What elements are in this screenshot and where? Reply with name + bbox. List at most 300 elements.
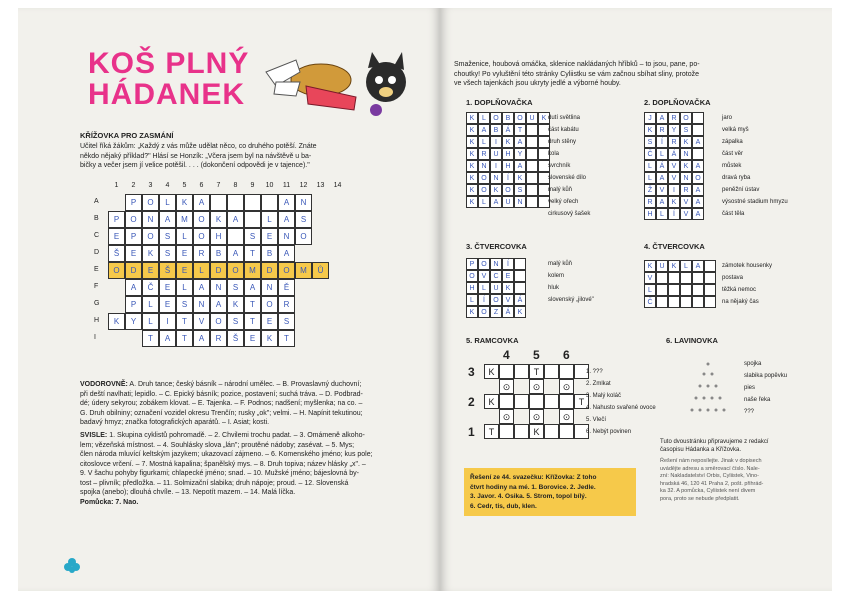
puzzle-cell <box>656 284 668 296</box>
puzzle-cell: A <box>692 196 704 208</box>
crossword-cell: N <box>295 194 312 211</box>
ramcovka-cell: ⊙ <box>559 409 574 424</box>
puzzle-cell: L <box>644 160 656 172</box>
crossword-cell: O <box>193 228 210 245</box>
crossword-cell: A <box>278 194 295 211</box>
crossword-cell: A <box>227 245 244 262</box>
crossword-cell: E <box>108 228 125 245</box>
puzzle-cell: Č <box>644 296 656 308</box>
puzzle-cell: K <box>644 260 656 272</box>
answer-text: Řešení ze 44. svazečku: Křížovka: Z toho čtvrt hodiny na mé. 1. Borovice. 2. Jedle. 3. Javor. 4. Osika. 5. Strom, topol bílý. 6. Cedr, tis, dub, klen. <box>470 474 597 510</box>
clue: zápalka <box>722 139 743 145</box>
ramcovka-cell: ⊙ <box>499 379 514 394</box>
clue: těžká nemoc <box>722 287 757 293</box>
puzzle-4-clues <box>722 260 772 308</box>
crossword-cell: S <box>227 279 244 296</box>
puzzle-cell: V <box>668 160 680 172</box>
crossword-cell: T <box>244 313 261 330</box>
crossword-cell: A <box>278 211 295 228</box>
crossword-cell: O <box>108 262 125 279</box>
puzzle-cell: K <box>466 196 478 208</box>
puzzle-cell: Á <box>668 148 680 160</box>
crossword-cell: E <box>142 262 159 279</box>
ramcovka-cell <box>514 364 529 379</box>
column-number: 2 <box>131 182 136 189</box>
ramcovka-cell <box>529 394 544 409</box>
puzzle-cell: K <box>466 160 478 172</box>
puzzle-cell: L <box>680 260 692 272</box>
puzzle-cell: N <box>490 172 502 184</box>
column-number: 5 <box>182 182 187 189</box>
puzzle-cell: K <box>538 112 550 124</box>
puzzle-cell: R <box>680 184 692 196</box>
row-number: 1 <box>468 425 475 439</box>
right-page <box>440 8 832 591</box>
clue: kola <box>548 151 560 157</box>
crossword-cell: R <box>210 330 227 347</box>
puzzle-cell: L <box>644 284 656 296</box>
column-number: 14 <box>333 182 342 189</box>
crossword-cell <box>227 228 244 245</box>
puzzle-cell: A <box>692 208 704 220</box>
ramcovka-cell: T <box>574 394 589 409</box>
clue: hluk <box>548 285 560 291</box>
crossword-cell: E <box>176 245 193 262</box>
ramcovka-cell <box>559 364 574 379</box>
section-3-title: 3. ČTVERCOVKA <box>466 242 527 251</box>
clue: můstek <box>722 163 742 169</box>
ramcovka-cell: ⊙ <box>499 409 514 424</box>
puzzle-cell: Y <box>514 148 526 160</box>
crossword-cell: P <box>125 228 142 245</box>
ramcovka-cell <box>514 424 529 439</box>
puzzle-cell: S <box>514 184 526 196</box>
clue: dravá ryba <box>722 175 751 181</box>
row-letter: G <box>94 300 100 307</box>
section-heading: KŘÍŽOVKA PRO ZASMÁNÍ <box>80 131 174 140</box>
cat-illustration <box>236 42 421 122</box>
clue: 6. Nebýt povinen <box>586 429 632 435</box>
column-number: 11 <box>282 182 291 189</box>
clue: cirkusový šašek <box>548 211 591 217</box>
crossword-cell: E <box>244 330 261 347</box>
clue: část věr <box>722 151 744 157</box>
crossword-cell: O <box>210 313 227 330</box>
clover-icon <box>64 558 80 574</box>
crossword-cell: A <box>125 279 142 296</box>
row-letter: D <box>94 249 100 256</box>
puzzle-cell <box>692 112 704 124</box>
clue: pies <box>744 385 756 391</box>
puzzle-cell <box>668 296 680 308</box>
crossword-cell: T <box>278 330 295 347</box>
crossword-cell: Č <box>142 279 159 296</box>
column-number: 13 <box>316 182 325 189</box>
ramcovka-cell <box>499 394 514 409</box>
row-letter: F <box>94 283 99 290</box>
puzzle-cell: R <box>644 196 656 208</box>
puzzle-cell: H <box>502 160 514 172</box>
column-number: 1 <box>114 182 119 189</box>
crossword-cell: K <box>261 330 278 347</box>
puzzle-cell <box>704 272 716 284</box>
ramcovka-cell <box>499 364 514 379</box>
puzzle-cell <box>680 272 692 284</box>
row-letter: H <box>94 317 100 324</box>
crossword-cell: D <box>210 262 227 279</box>
crossword-cell: L <box>176 228 193 245</box>
crossword-cell: E <box>176 262 193 279</box>
crossword-cell: D <box>125 262 142 279</box>
clue: velký ořech <box>548 199 579 205</box>
crossword-cell: N <box>261 279 278 296</box>
crossword-cell: S <box>159 228 176 245</box>
crossword-cell: T <box>176 330 193 347</box>
row-letter: I <box>94 334 96 341</box>
row-letter: B <box>94 215 99 222</box>
clue: 3. Malý koláč <box>586 393 622 399</box>
clue: naše řeka <box>744 397 771 403</box>
puzzle-cell: Á <box>514 294 526 306</box>
crossword-cell: T <box>244 245 261 262</box>
column-number: 4 <box>165 182 170 189</box>
crossword-cell: O <box>142 194 159 211</box>
crossword-cell: O <box>278 262 295 279</box>
column-number: 12 <box>299 182 308 189</box>
vodorovne-clues: VODOROVNĚ: A. Druh tance; český básník – národní umělec. – B. Provaslavný duchovní; při deští navlhati; lepidlo. – C. Epický básník; pozice, postavení; suchá tráva. – D. Podbrad- dé; údery sekyrou; zobákem klovat. – E. Tajenka. – F. Podnos; nadšení; myšlenka; na co. – G. Druh obilniny; označení vozidel okresu Trenčín; rusky „ok"; velmi. – H. Napínit tekutinou; badavý hmyz; značka fotografických aparátů. – I. Asiat; kosti. <box>80 381 363 426</box>
right-intro: Smaženice, houbová omáčka, sklenice nakládaných hříbků – to jsou, pane, po- choutky! Po vyluštění této stránky Cyliistku se vám začnou sbíhat sliny, protože ve všech tajenkách jsou ukryty jedlé a výborné houby. <box>454 61 700 87</box>
puzzle-cell: L <box>478 196 490 208</box>
puzzle-cell: V <box>656 184 668 196</box>
crossword-cell: Š <box>108 245 125 262</box>
ramcovka-cell: ⊙ <box>529 409 544 424</box>
puzzle-cell <box>526 172 538 184</box>
puzzle-cell: A <box>478 124 490 136</box>
puzzle-cell <box>692 296 704 308</box>
puzzle-cell: K <box>680 160 692 172</box>
puzzle-cell: L <box>466 294 478 306</box>
puzzle-cell: Í <box>668 208 680 220</box>
crossword-cell: N <box>278 228 295 245</box>
row-number: 3 <box>468 365 475 379</box>
puzzle-cell: V <box>680 196 692 208</box>
ramcovka-cell: K <box>484 394 499 409</box>
crossword-cell: S <box>244 228 261 245</box>
puzzle-cell: H <box>502 148 514 160</box>
puzzle-cell <box>656 272 668 284</box>
crossword-cell: T <box>142 330 159 347</box>
puzzle-cell: V <box>668 172 680 184</box>
ramcovka-cell: T <box>529 364 544 379</box>
column-number: 4 <box>503 348 510 362</box>
clue: ??? <box>744 409 755 415</box>
puzzle-cell: N <box>514 196 526 208</box>
puzzle-cell <box>692 284 704 296</box>
puzzle-cell <box>692 124 704 136</box>
section-4-title: 4. ČTVERCOVKA <box>644 242 705 251</box>
puzzle-cell: K <box>668 260 680 272</box>
puzzle-cell: O <box>478 172 490 184</box>
crossword-cell: T <box>176 313 193 330</box>
crossword-cell: A <box>244 279 261 296</box>
crossword-cell: E <box>159 296 176 313</box>
puzzle-cell <box>526 148 538 160</box>
puzzle-cell: A <box>514 136 526 148</box>
crossword-cell: L <box>261 211 278 228</box>
ramcovka-cell: K <box>529 424 544 439</box>
crossword-cell: A <box>227 211 244 228</box>
clue: slabika popěvku <box>744 373 788 379</box>
crossword-cell: N <box>193 296 210 313</box>
clue: na nějaký čas <box>722 299 759 305</box>
puzzle-cell <box>668 272 680 284</box>
answer-box <box>464 468 636 516</box>
clue: 2. Zmlkat <box>586 381 611 387</box>
puzzle-cell <box>526 184 538 196</box>
puzzle-cell <box>656 296 668 308</box>
crossword-cell: V <box>193 313 210 330</box>
crossword-cell <box>210 194 227 211</box>
puzzle-cell: O <box>502 184 514 196</box>
ramcovka-cell: K <box>484 364 499 379</box>
puzzle-cell: U <box>490 148 502 160</box>
puzzle-cell <box>526 196 538 208</box>
puzzle-cell <box>704 296 716 308</box>
crossword-cell: L <box>193 262 210 279</box>
clue: kolem <box>548 273 565 279</box>
crossword-cell: O <box>193 211 210 228</box>
clue: druh stěny <box>548 139 577 145</box>
puzzle-cell: S <box>680 124 692 136</box>
puzzle-cell: I <box>490 160 502 172</box>
crossword-cell: O <box>295 228 312 245</box>
clue: malý kůň <box>548 187 573 193</box>
puzzle-cell: O <box>466 270 478 282</box>
puzzle-cell: U <box>526 112 538 124</box>
crossword-cell: A <box>159 211 176 228</box>
crossword-cell: I <box>159 313 176 330</box>
puzzle-cell: T <box>514 124 526 136</box>
section-5-title: 5. RAMCOVKA <box>466 336 519 345</box>
puzzle-cell: N <box>490 258 502 270</box>
ramcovka-cell <box>544 394 559 409</box>
column-number: 3 <box>148 182 153 189</box>
puzzle-cell: N <box>680 148 692 160</box>
clue: 5. Vlečí <box>586 417 607 423</box>
puzzle-cell: E <box>502 270 514 282</box>
section-6-title: 6. LAVINOVKA <box>666 336 718 345</box>
crossword-cell: S <box>176 296 193 313</box>
column-number: 6 <box>563 348 570 362</box>
crossword-cell: R <box>278 296 295 313</box>
crossword-cell: E <box>261 313 278 330</box>
crossword-cell: P <box>108 211 125 228</box>
clue: část těla <box>722 211 745 217</box>
crossword-cell: E <box>261 228 278 245</box>
puzzle-cell: K <box>466 148 478 160</box>
crossword-cell: O <box>261 296 278 313</box>
puzzle-cell: A <box>656 172 668 184</box>
crossword-cell: O <box>125 211 142 228</box>
puzzle-cell <box>526 136 538 148</box>
section-1-title: 1. DOPLŇOVAČKA <box>466 98 533 107</box>
ramcovka-cell <box>559 394 574 409</box>
puzzle-cell: H <box>644 208 656 220</box>
crossword-cell: B <box>261 245 278 262</box>
crossword-cell: L <box>159 194 176 211</box>
clue: slovenské dílo <box>548 175 587 181</box>
crossword-cell: K <box>142 245 159 262</box>
clue: výsostné stadium hmyzu <box>722 199 788 205</box>
ramcovka-cell <box>514 394 529 409</box>
puzzle-cell: L <box>644 172 656 184</box>
puzzle-cell: Í <box>502 258 514 270</box>
crossword-cell: K <box>176 194 193 211</box>
puzzle-cell: L <box>656 148 668 160</box>
puzzle-cell <box>514 270 526 282</box>
publisher-note: Řešení nám neposílejte. Jinak v dopisech uvádějte adresu a směrovací číslo. Nale- zní: Nakladatelství Orbis, Cyliistek, Vino- hradská 46, 120 41 Praha 2, pošt. přihrád- ka 32. A pomůcka, Cyliistek není divem pora, proto se nebude předplatit. <box>660 458 764 502</box>
puzzle-cell: O <box>490 112 502 124</box>
clue: slovenský „jilové" <box>548 297 594 303</box>
ramcovka-cell: ⊙ <box>529 379 544 394</box>
column-number: 7 <box>216 182 221 189</box>
crossword-cell: P <box>125 296 142 313</box>
puzzle-cell: K <box>466 136 478 148</box>
ramcovka-cell <box>559 424 574 439</box>
puzzle-cell: A <box>656 196 668 208</box>
puzzle-2-clues <box>722 112 788 220</box>
crossword-cell: L <box>142 313 159 330</box>
puzzle-cell: K <box>466 124 478 136</box>
clue: 4. Nahusto svařené ovoce <box>586 405 656 411</box>
puzzle-cell: K <box>644 124 656 136</box>
puzzle-6-clues <box>744 358 787 418</box>
crossword-cell <box>261 194 278 211</box>
puzzle-cell <box>526 124 538 136</box>
ramcovka-cell: T <box>484 424 499 439</box>
crossword-cell: K <box>227 296 244 313</box>
puzzle-5-clues <box>586 366 656 438</box>
row-letter: C <box>94 232 100 239</box>
puzzle-cell: K <box>466 112 478 124</box>
left-page <box>18 8 440 591</box>
crossword-cell: L <box>142 296 159 313</box>
puzzle-cell: P <box>466 258 478 270</box>
crossword-cell: Š <box>227 330 244 347</box>
clue: zámotek housenky <box>722 263 773 269</box>
puzzle-cell: U <box>502 196 514 208</box>
puzzle-cell: L <box>478 136 490 148</box>
puzzle-cell <box>704 284 716 296</box>
crossword-cell <box>244 211 261 228</box>
ramcovka-cell <box>544 424 559 439</box>
puzzle-1-clues <box>548 112 590 220</box>
row-number: 2 <box>468 395 475 409</box>
clue: dutí světlina <box>548 115 581 121</box>
puzzle-cell: R <box>478 148 490 160</box>
puzzle-cell: I <box>490 136 502 148</box>
puzzle-cell: A <box>514 160 526 172</box>
puzzle-cell: K <box>514 172 526 184</box>
crossword-cell: Ů <box>312 262 329 279</box>
ramcovka-cell: ⊙ <box>559 379 574 394</box>
puzzle-cell: R <box>668 136 680 148</box>
row-letter: A <box>94 198 99 205</box>
crossword-cell: B <box>210 245 227 262</box>
puzzle-cell: O <box>680 112 692 124</box>
column-number: 6 <box>199 182 204 189</box>
crossword-cell: A <box>210 296 227 313</box>
puzzle-cell <box>526 160 538 172</box>
crossword-cell: M <box>295 262 312 279</box>
crossword-cell: Š <box>159 262 176 279</box>
puzzle-cell: K <box>466 184 478 196</box>
puzzle-cell <box>692 272 704 284</box>
clue: peněžní ústav <box>722 187 760 193</box>
puzzle-cell: Č <box>644 148 656 160</box>
puzzle-cell: A <box>692 184 704 196</box>
puzzle-cell: K <box>466 306 478 318</box>
crossword-cell: Ě <box>278 279 295 296</box>
crossword-cell: R <box>193 245 210 262</box>
puzzle-cell: Á <box>502 306 514 318</box>
puzzle-cell <box>514 282 526 294</box>
crossword-cell: M <box>176 211 193 228</box>
puzzle-cell: K <box>502 282 514 294</box>
puzzle-cell: L <box>656 208 668 220</box>
puzzle-cell: H <box>466 282 478 294</box>
column-number: 5 <box>533 348 540 362</box>
puzzle-cell: A <box>692 160 704 172</box>
puzzle-cell: Á <box>656 160 668 172</box>
puzzle-cell: K <box>668 196 680 208</box>
puzzle-cell: L <box>478 112 490 124</box>
crossword-cell: A <box>193 194 210 211</box>
puzzle-cell: V <box>502 294 514 306</box>
clue: postava <box>722 275 744 281</box>
puzzle-cell: N <box>680 172 692 184</box>
puzzle-cell: A <box>692 260 704 272</box>
puzzle-cell: O <box>478 306 490 318</box>
clue: jaro <box>722 115 733 121</box>
puzzle-cell: I <box>668 184 680 196</box>
puzzle-cell <box>668 284 680 296</box>
editorial-note: Tuto dvoustránku připravujeme z redakcí časopisu Hádanka a Křížovka. <box>660 439 769 453</box>
crossword-cell: A <box>159 330 176 347</box>
lavinovka-diagram <box>678 358 738 418</box>
puzzle-cell: A <box>490 196 502 208</box>
column-number: 8 <box>233 182 238 189</box>
crossword-cell: A <box>278 245 295 262</box>
crossword-cell: L <box>176 279 193 296</box>
row-letter: E <box>94 266 99 273</box>
clue: velká myš <box>722 127 749 133</box>
puzzle-cell: Z <box>490 306 502 318</box>
ramcovka-cell <box>544 364 559 379</box>
clue: svrchník <box>548 163 571 169</box>
puzzle-cell: O <box>490 294 502 306</box>
puzzle-cell: O <box>478 184 490 196</box>
crossword-cell: S <box>278 313 295 330</box>
crossword-cell: K <box>108 313 125 330</box>
puzzle-cell: K <box>502 136 514 148</box>
puzzle-cell: L <box>478 282 490 294</box>
puzzle-cell <box>692 148 704 160</box>
puzzle-3-clues <box>548 258 594 306</box>
puzzle-cell: V <box>680 208 692 220</box>
puzzle-cell: R <box>656 124 668 136</box>
puzzle-cell: C <box>490 270 502 282</box>
